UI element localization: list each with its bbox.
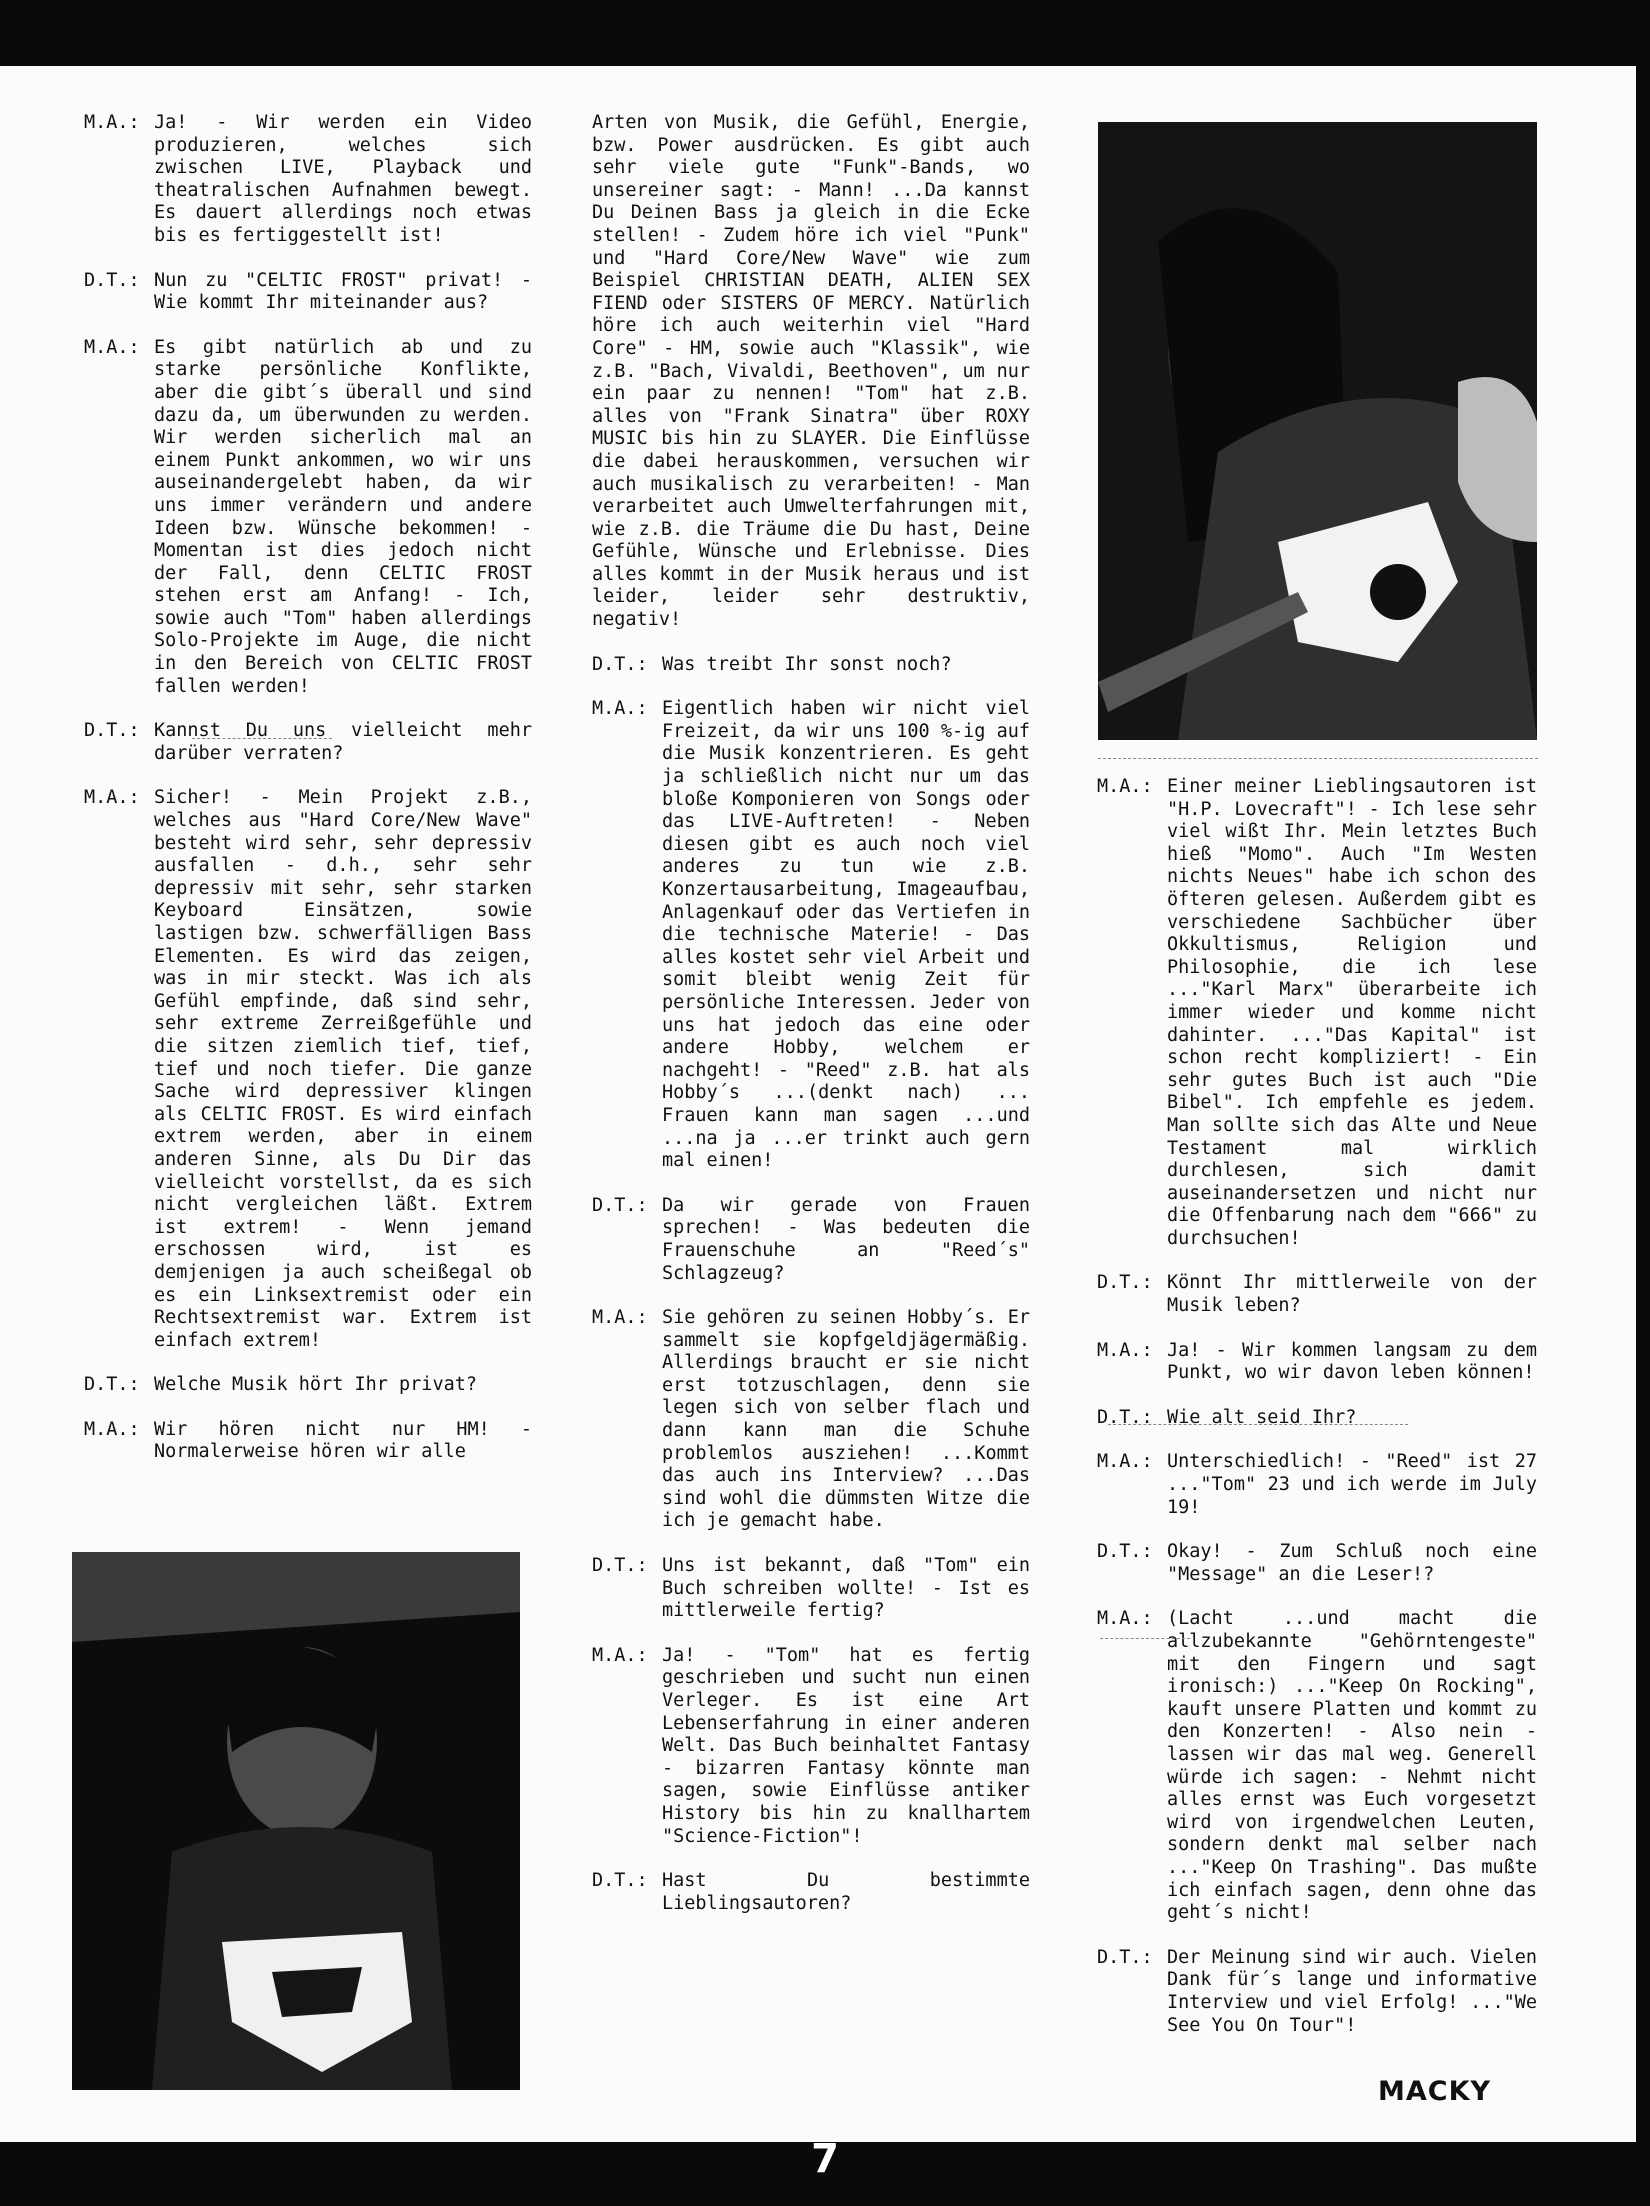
interview-entry bbox=[84, 720, 532, 765]
speaker-label: D.T.: bbox=[1097, 1406, 1153, 1428]
entry-text: Es gibt natürlich ab und zu starke persönliche Konflikte, aber die gibt´s überall und sind dazu da, um überwunden zu werden. Wir werden sicherlich mal an einem Punkt ankommen, wo wir uns auseinandergelebt haben, da wir uns immer verändern und andere Ideen bzw. Wünsche bekommen! - Momentan ist dies jedoch nicht der Fall, denn CELTIC FROST stehen erst am Anfang! - Ich, sowie auch "Tom" haben allerdings Solo-Projekte im Auge, die nicht in den Bereich von CELTIC FROST fallen werden! bbox=[154, 336, 532, 697]
entry-text: Könnt Ihr mittlerweile von der Musik leben? bbox=[1167, 1272, 1537, 1317]
entry-text: (Lacht ...und macht die allzubekannte "Gehörntengeste" mit den Fingern und sagt ironisch:) ..."Keep On Rocking", kauft unsere Platten und kommt zu den Konzerten! - Also nein - lassen wir das mal weg. Generell würde ich sagen: - Nehmt nicht alles ernst was Euch vorgesetzt wird von irgendwelchen Leuten, sondern denkt mal selber nach ..."Keep On Trashing". Das mußte ich einfach sagen, denn ohne das geht´s nicht! bbox=[1167, 1608, 1537, 1924]
interview-entry bbox=[1097, 1451, 1537, 1519]
speaker-label: D.T.: bbox=[1097, 1946, 1153, 1968]
interview-entry bbox=[1097, 1541, 1537, 1586]
entry-text: Okay! - Zum Schluß noch eine "Message" an die Leser!? bbox=[1167, 1541, 1537, 1585]
entry-text: Nun zu "CELTIC FROST" privat! - Wie kommt Ihr miteinander aus? bbox=[154, 269, 532, 314]
speaker-label: D.T.: bbox=[592, 1555, 648, 1577]
entry-text: Uns ist bekannt, daß "Tom" ein Buch schreiben wollte! - Ist es mittlerweile fertig? bbox=[662, 1555, 1030, 1622]
speaker-label: D.T.: bbox=[84, 269, 140, 291]
speaker-label: D.T.: bbox=[592, 1870, 648, 1892]
interview-entry bbox=[84, 112, 532, 248]
entry-text: Hast Du bestimmte Lieblingsautoren? bbox=[662, 1870, 1030, 1914]
interview-entry bbox=[592, 112, 1030, 632]
column-right bbox=[1097, 776, 1537, 2059]
entry-text: Eigentlich haben wir nicht viel Freizeit, da wir uns 100 %-ig auf die Musik konzentrieren. Es geht ja schließlich nicht nur um das bloße Komponieren von Songs oder das LIVE-Auftreten! - Neben diesen gibt es auch noch viel anderes zu tun wie z.B. Konzertausarbeitung, Imageaufbau, Anlagenkauf oder das Vertiefen in die technische Materie! - Das alles kostet sehr viel Arbeit und somit bleibt wenig Zeit für persönliche Interessen. Jeder von uns hat jedoch das eine oder andere Hobby, welchem er nachgeht! - "Reed" z.B. hat als Hobby´s ...(denkt nach) ... Frauen kann man sagen ...und ...na ja ...er trinkt auch gern mal einen! bbox=[662, 698, 1030, 1172]
interview-entry bbox=[1097, 776, 1537, 1250]
speaker-label: M.A.: bbox=[1097, 1608, 1153, 1630]
entry-text: Sicher! - Mein Projekt z.B., welches aus "Hard Core/New Wave" besteht wird sehr, sehr depressiv ausfallen - d.h., sehr sehr depressiv mit sehr, sehr starken Keyboard Einsätzen, sowie lastigen bzw. schwerfälligen Bass Elementen. Es wird das zeigen, was in mir steckt. Was ich als Gefühl empfinde, daß sind sehr, sehr extreme Zerreißgefühle und die sitzen ziemlich tief, tief, tief und noch tiefer. Die ganze Sache wird depressiver klingen als CELTIC FROST. Es wird einfach extrem werden, aber in einem anderen Sinne, als Du Dir das vielleicht vorstellst, da es sich nicht vergleichen läßt. Extrem ist extrem! - Wenn jemand erschossen wird, ist es demjenigen ja auch scheißegal ob es ein Linksextremist oder ein Rechtsextremist war. Extrem ist einfach extrem! bbox=[154, 787, 532, 1351]
interview-entry bbox=[84, 337, 532, 699]
interview-entry bbox=[592, 698, 1030, 1172]
speaker-label: D.T.: bbox=[84, 720, 140, 742]
entry-text: Arten von Musik, die Gefühl, Energie, bzw. Power ausdrücken. Es gibt auch sehr viele gute "Funk"-Bands, wo unsereiner sagt: - Mann! ...Da kannst Du Deinen Bass ja gleich in die Ecke stellen! - Zudem höre ich viel "Punk" und "Hard Core/New Wave" wie zum Beispiel CHRISTIAN DEATH, ALIEN SEX FIEND oder SISTERS OF MERCY. Natürlich höre ich auch weiterhin viel "Hard Core" - HM, sowie auch "Klassik", wie z.B. "Bach, Vivaldi, Beethoven", um nur ein paar zu nennen! "Tom" hat z.B. alles von "Frank Sinatra" über ROXY MUSIC bis hin zu SLAYER. Die Einflüsse die dabei herauskommen, versuchen wir auch musikalisch zu verarbeiten! - Man verarbeitet auch Umwelterfahrungen mit, wie z.B. die Träume die Du hast, Deine Gefühle, Wünsche und Erlebnisse. Dies alles kommt in der Musik heraus und ist leider, leider sehr destruktiv, negativ! bbox=[592, 112, 1030, 631]
speaker-label: M.A.: bbox=[84, 1418, 140, 1440]
entry-text: Was treibt Ihr sonst noch? bbox=[662, 653, 952, 675]
interview-entry bbox=[592, 1870, 1030, 1915]
magazine-page bbox=[0, 66, 1636, 2142]
separator-line bbox=[1108, 1424, 1408, 1425]
speaker-label: D.T.: bbox=[592, 1194, 648, 1216]
entry-text: Welche Musik hört Ihr privat? bbox=[154, 1374, 478, 1396]
speaker-label: M.A.: bbox=[1097, 1451, 1153, 1473]
speaker-label: D.T.: bbox=[592, 653, 648, 675]
speaker-label: M.A.: bbox=[592, 1644, 648, 1666]
speaker-label: M.A.: bbox=[592, 698, 648, 720]
speaker-label: D.T.: bbox=[84, 1374, 140, 1396]
interview-entry bbox=[84, 1419, 532, 1464]
band-photo-guitarist bbox=[1098, 122, 1537, 740]
speaker-label: D.T.: bbox=[1097, 1541, 1153, 1563]
entry-text: Da wir gerade von Frauen sprechen! - Was bedeuten die Frauenschuhe an "Reed´s" Schlagzeug? bbox=[662, 1194, 1030, 1284]
entry-text: Unterschiedlich! - "Reed" ist 27 ..."Tom" 23 und ich werde im July 19! bbox=[1167, 1451, 1537, 1518]
author-signature: MACKY bbox=[1378, 2076, 1492, 2107]
separator-line bbox=[192, 738, 332, 739]
entry-text: Ja! - "Tom" hat es fertig geschrieben und sucht nun einen Verleger. Es ist eine Art Lebenserfahrung in einer anderen Welt. Das Buch beinhaltet Fantasy - bizarren Fantasy könnte man sagen, sowie Einflüsse antiker History bis hin zu knallhartem "Science-Fiction"! bbox=[662, 1644, 1030, 1847]
guitarist-photo-graphic bbox=[1098, 122, 1537, 740]
entry-text: Ja! - Wir werden ein Video produzieren, welches sich zwischen LIVE, Playback und theatralischen Aufnahmen bewegt. Es dauert allerdings noch etwas bis es fertiggestellt ist! bbox=[154, 112, 532, 246]
interview-entry bbox=[1097, 1608, 1537, 1924]
interview-entry bbox=[1097, 1947, 1537, 2037]
interview-entry bbox=[1097, 1272, 1537, 1317]
separator-line bbox=[1098, 758, 1538, 759]
interview-entry bbox=[84, 1374, 532, 1397]
speaker-label: M.A.: bbox=[84, 787, 140, 809]
separator-line bbox=[1100, 1638, 1190, 1639]
speaker-label: D.T.: bbox=[1097, 1272, 1153, 1294]
page-number: 7 bbox=[811, 2136, 839, 2182]
entry-text: Einer meiner Lieblingsautoren ist "H.P. Lovecraft"! - Ich lese sehr viel wißt Ihr. Mein letztes Buch hieß "Momo". Auch "Im Westen nichts Neues" habe ich schon des öfteren gelesen. Außerdem gibt es verschiedene Sachbücher über Okkultismus, Religion und Philosophie, die ich lese ..."Karl Marx" überarbeite ich immer wieder und komme nicht dahinter. ..."Das Kapital" ist schon recht kompliziert! - Ein sehr gutes Buch ist auch "Die Bibel". Ich empfehle es jedem. Man sollte sich das Alte und Neue Testament mal wirklich durchlesen, sich damit auseinandersetzen und nicht nur die Offenbarung nach dem "666" zu durchsuchen! bbox=[1167, 776, 1537, 1249]
entry-text: Kannst Du uns vielleicht mehr darüber verraten? bbox=[154, 720, 532, 764]
interview-entry bbox=[1097, 1340, 1537, 1385]
entry-text: Ja! - Wir kommen langsam zu dem Punkt, wo wir davon leben können! bbox=[1167, 1339, 1537, 1384]
singer-photo-graphic bbox=[72, 1552, 520, 2090]
speaker-label: M.A.: bbox=[84, 112, 140, 133]
entry-text: Der Meinung sind wir auch. Vielen Dank für´s lange und informative Interview und viel Erfolg! ..."We See You On Tour"! bbox=[1167, 1946, 1537, 2036]
entry-text: Sie gehören zu seinen Hobby´s. Er sammelt sie kopfgeldjägermäßig. Allerdings braucht er sie nicht erst totzuschlagen, denn sie legen sich von selber flach und dann kann man die Schuhe problemlos ausziehen! ...Kommt das auch ins Interview? ...Das sind wohl die dümmsten Witze die ich je gemacht habe. bbox=[662, 1307, 1030, 1532]
interview-entry bbox=[84, 270, 532, 315]
speaker-label: M.A.: bbox=[1097, 1339, 1153, 1361]
interview-entry bbox=[592, 1555, 1030, 1623]
speaker-label: M.A.: bbox=[84, 336, 140, 358]
interview-entry bbox=[592, 1195, 1030, 1285]
interview-entry bbox=[84, 787, 532, 1352]
column-middle bbox=[592, 112, 1030, 1937]
column-left bbox=[84, 112, 532, 1486]
interview-entry bbox=[592, 1645, 1030, 1848]
entry-text: Wie alt seid Ihr? bbox=[1167, 1406, 1357, 1428]
interview-entry bbox=[592, 1307, 1030, 1533]
band-photo-singer bbox=[72, 1552, 520, 2090]
interview-entry bbox=[1097, 1407, 1537, 1430]
speaker-label: M.A.: bbox=[592, 1307, 648, 1329]
entry-text: Wir hören nicht nur HM! - Normalerweise hören wir alle bbox=[154, 1418, 532, 1463]
speaker-label: M.A.: bbox=[1097, 776, 1153, 797]
interview-entry bbox=[592, 654, 1030, 677]
